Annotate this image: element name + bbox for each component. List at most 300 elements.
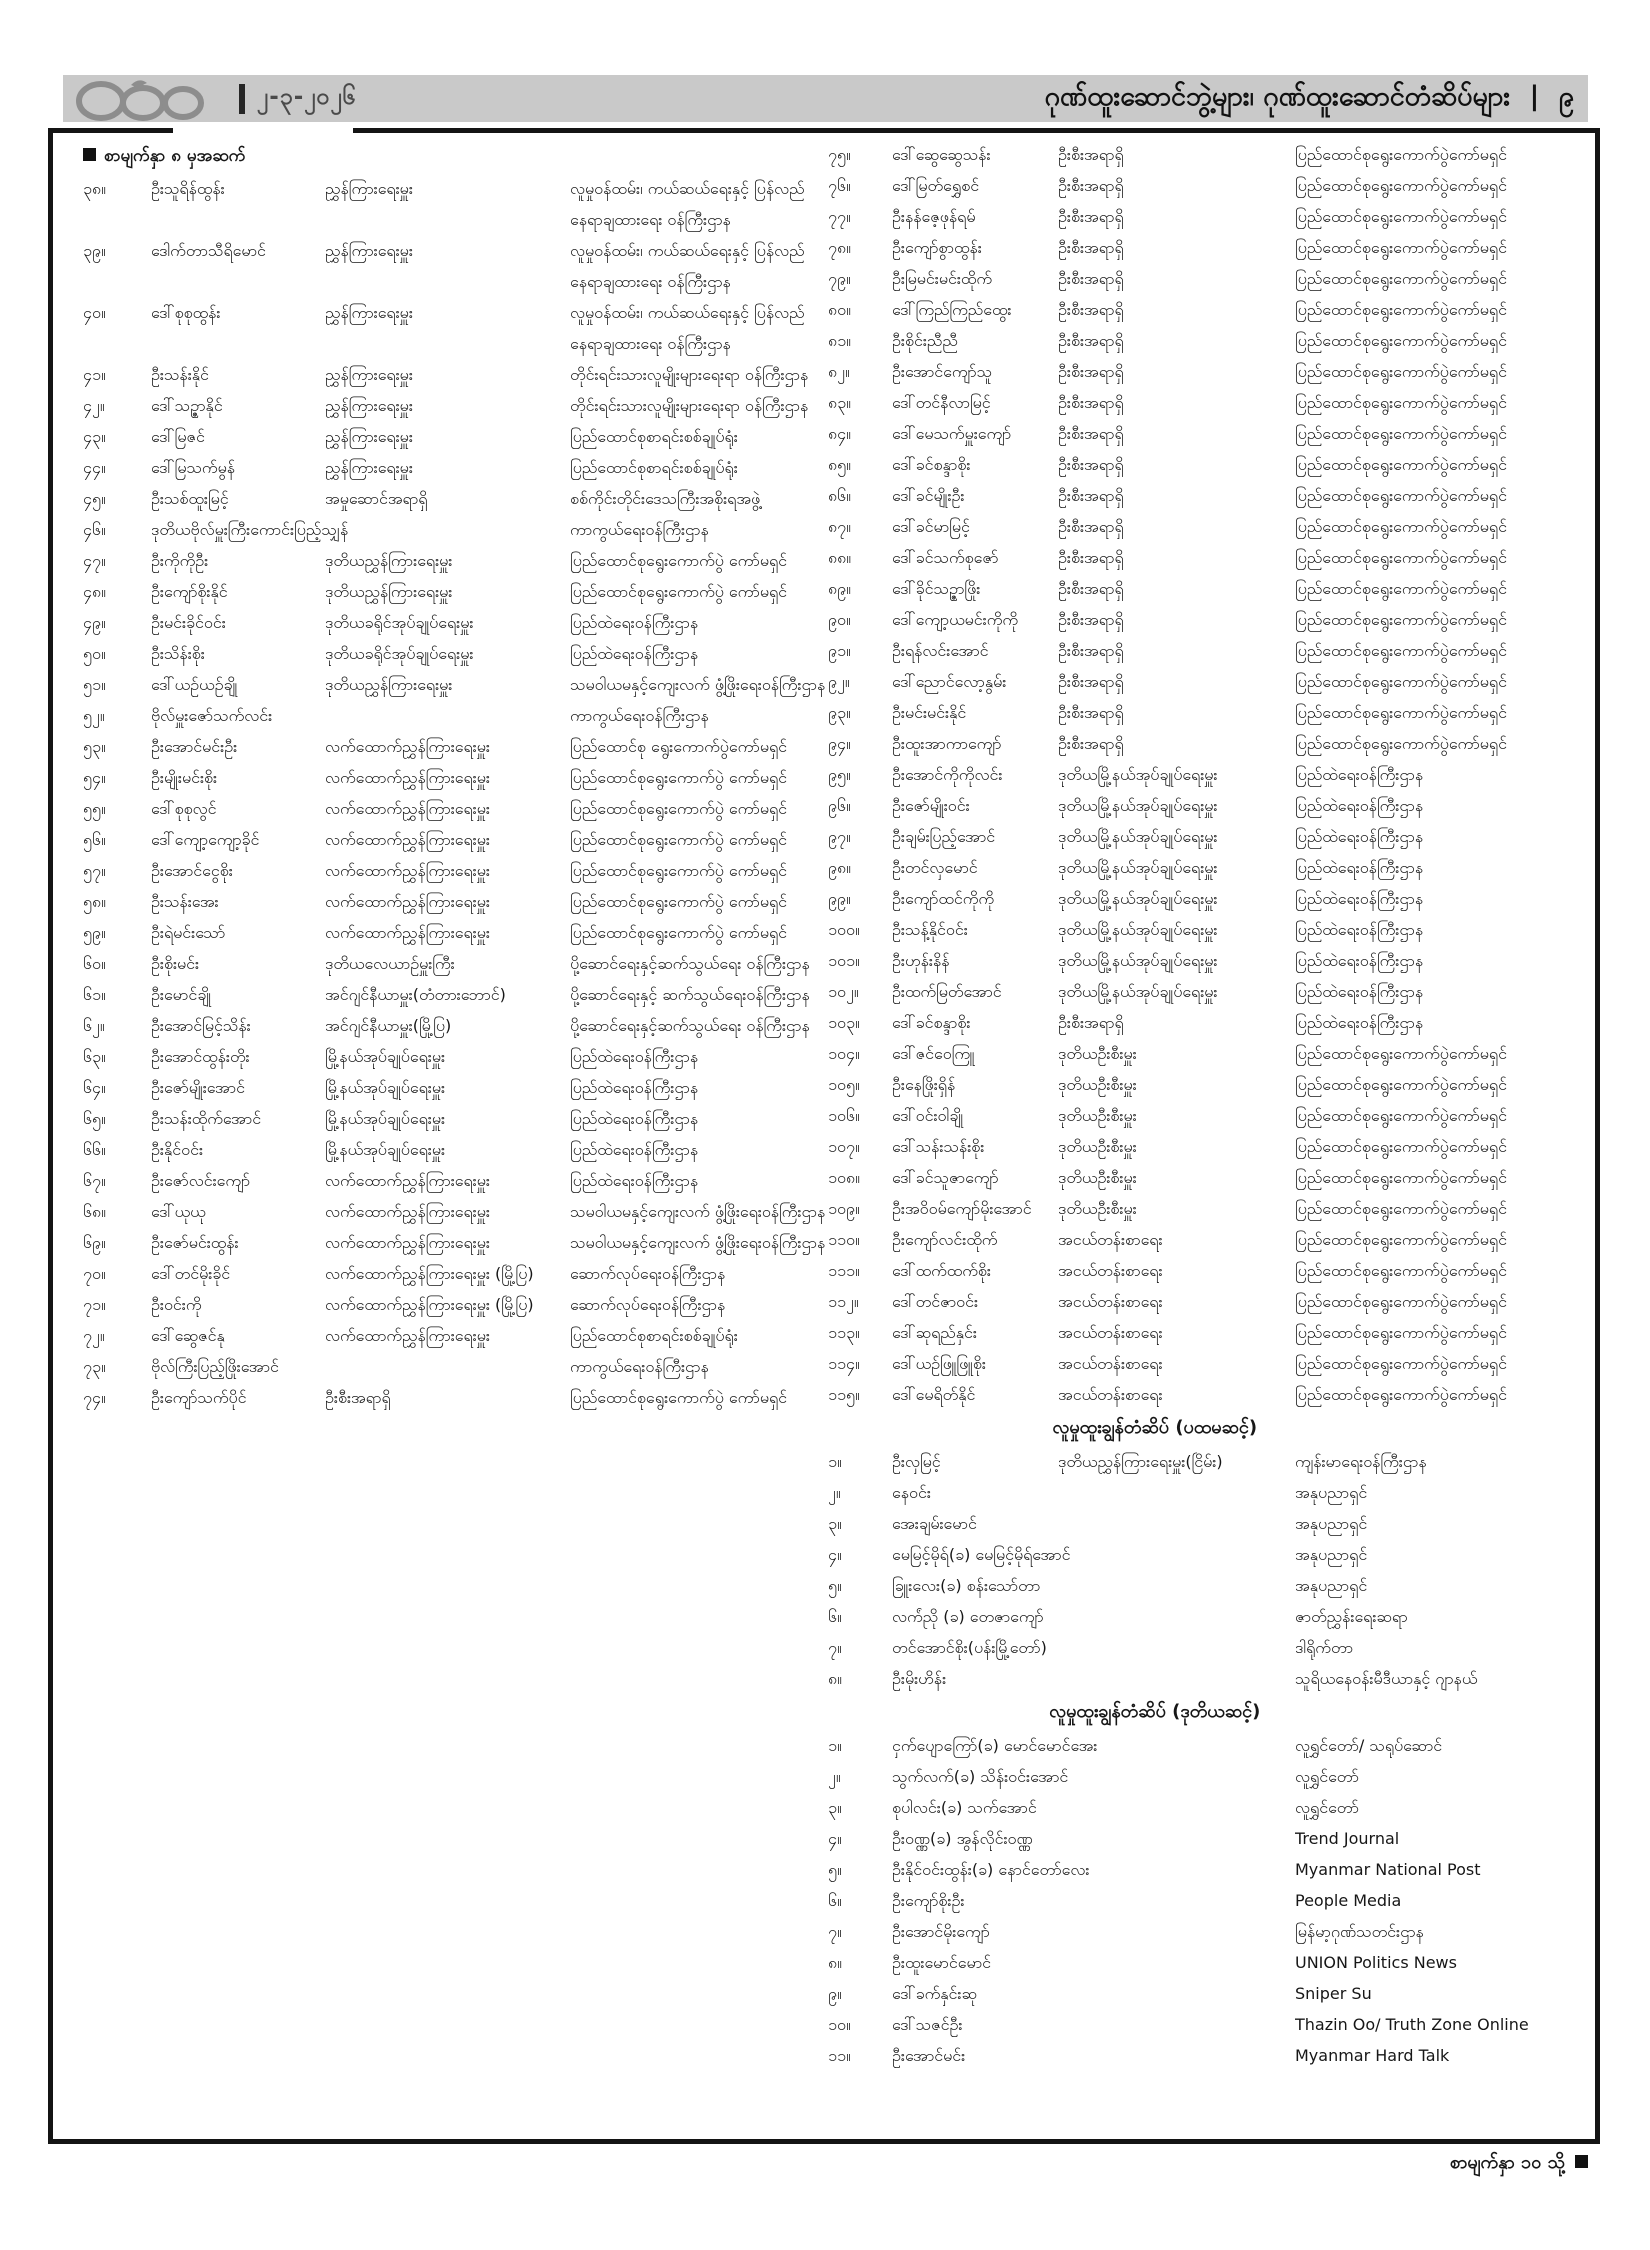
row-name: ဦးသိန်းစိုး xyxy=(151,644,205,663)
row-position: ဒုတိယမြို့နယ်အုပ်ချုပ်ရေးမှူး xyxy=(1058,796,1218,815)
row-number: ၃၉။ xyxy=(83,241,106,260)
table-row xyxy=(828,728,1588,759)
row-name: ဦးရန်လင်းအောင် xyxy=(892,641,989,660)
row-number: ၉၂။ xyxy=(828,672,850,691)
row-number: ၆။ xyxy=(828,1891,842,1910)
row-organization: လူမှုဝန်ထမ်း၊ ကယ်ဆယ်ရေးနှင့် ပြန်လည်နေရာချထားရေး ဝန်ကြီးဌာန xyxy=(570,179,805,229)
row-number: ၇၆။ xyxy=(828,176,851,195)
row-organization: ပြည်ထောင်စုရွေးကောက်ပွဲ ကော်မရှင် xyxy=(570,582,788,601)
row-number: ၁၀၁။ xyxy=(828,951,860,970)
table-row xyxy=(828,1446,1588,1477)
row-number: ၉၉။ xyxy=(828,889,851,908)
table-row xyxy=(83,1320,831,1351)
row-position xyxy=(1058,1885,1289,1916)
row-organization: ဒါရိုက်တာ xyxy=(1295,1638,1354,1657)
row-organization: ပြည်ထောင်စုစာရင်းစစ်ချုပ်ရုံး xyxy=(570,427,738,446)
row-number: ၈၆။ xyxy=(828,486,851,505)
row-number: ၁၀၈။ xyxy=(828,1168,860,1187)
row-number: ၄၉။ xyxy=(83,613,106,632)
row-name: ဒေါ်မေသက်မှူးကျော် xyxy=(892,424,1012,443)
row-organization: ပြည်ထောင်စုရွေးကောက်ပွဲကော်မရှင် xyxy=(1295,1323,1507,1342)
row-position: အငယ်တန်းစာရေး xyxy=(1058,1323,1163,1342)
row-name: ဒေါ်ခင်သက်စုဇော် xyxy=(892,548,999,567)
row-number: ၁၀၂။ xyxy=(828,982,859,1001)
row-position: ဦးစီးအရာရှိ xyxy=(1058,424,1124,443)
row-position xyxy=(1058,1477,1289,1508)
row-number: ၇။ xyxy=(828,1922,842,1941)
row-position: လက်ထောက်ညွှန်ကြားရေးမှူး xyxy=(325,1171,490,1190)
row-organization: Myanmar Hard Talk xyxy=(1295,2046,1450,2065)
page-footer xyxy=(1450,2150,1588,2177)
row-organization: Trend Journal xyxy=(1295,1829,1400,1848)
row-name: အေးချမ်းမောင် xyxy=(892,1514,977,1533)
table-row xyxy=(828,511,1588,542)
row-organization: လူမှုဝန်ထမ်း၊ ကယ်ဆယ်ရေးနှင့် ပြန်လည်နေရာချထားရေး ဝန်ကြီးဌာန xyxy=(570,241,805,291)
right-column xyxy=(828,139,1588,2071)
row-organization: Myanmar National Post xyxy=(1295,1860,1481,1879)
table-row xyxy=(83,483,831,514)
row-number: ၅။ xyxy=(828,1576,842,1595)
row-name: ဦးကိုကိုဦး xyxy=(151,551,209,570)
row-name: ဒေါ်ခင်သူဇာကျော် xyxy=(892,1168,999,1187)
table-row xyxy=(828,1632,1588,1663)
row-name: ဒုတိယဗိုလ်မှူးကြီးကောင်းပြည့်သျှန် xyxy=(151,520,349,539)
row-organization: ပြည်ထောင်စုရွေးကောက်ပွဲကော်မရှင် xyxy=(1295,734,1507,753)
row-position: ညွှန်ကြားရေးမှူး xyxy=(325,241,413,260)
table-row xyxy=(828,1601,1588,1632)
row-organization: ပြည်ထောင်စုရွေးကောက်ပွဲကော်မရှင် xyxy=(1295,579,1507,598)
row-number: ၇၄။ xyxy=(83,1388,106,1407)
row-position: အမှုဆောင်အရာရှိ xyxy=(325,489,428,508)
row-number: ၅၉။ xyxy=(83,923,106,942)
row-number: ၉၆။ xyxy=(828,796,851,815)
row-position: အငယ်တန်းစာရေး xyxy=(1058,1292,1163,1311)
row-name: စုပါလင်း(ခ) သက်အောင် xyxy=(892,1798,1037,1817)
row-name: ဒေါ်စုစုလွင် xyxy=(151,799,217,818)
row-position: ညွှန်ကြားရေးမှူး xyxy=(325,179,413,198)
row-organization: ပြည်ထဲရေးဝန်ကြီးဌာန xyxy=(570,1078,699,1097)
black-square-icon xyxy=(83,148,96,161)
row-organization: ပြည်ထဲရေးဝန်ကြီးဌာန xyxy=(1295,951,1424,970)
table-row xyxy=(828,2009,1588,2040)
row-name: ဦးကျော်စိုးနိုင် xyxy=(151,582,228,601)
row-number: ၆၁။ xyxy=(83,985,106,1004)
table-row xyxy=(828,1730,1588,1761)
row-name: ဒေါ်ခက်နှင်းဆု xyxy=(892,1984,977,2003)
row-position xyxy=(1058,1823,1289,1854)
table-row xyxy=(828,139,1588,170)
table-row xyxy=(83,235,831,297)
row-number: ၁၀၉။ xyxy=(828,1199,860,1218)
row-name: ဦးကျော်စွာထွန်း xyxy=(892,238,982,257)
table-row xyxy=(828,1038,1588,1069)
row-number: ၇၂။ xyxy=(83,1326,105,1345)
row-position xyxy=(1058,1916,1289,1947)
row-position: ဒုတိယဦးစီးမှူး xyxy=(1058,1075,1137,1094)
row-name: ဦးအောင်မင်းဦး xyxy=(151,737,238,756)
row-organization: Sniper Su xyxy=(1295,1984,1372,2003)
row-position: ဦးစီးအရာရှိ xyxy=(1058,579,1124,598)
row-number: ၁၁၂။ xyxy=(828,1292,859,1311)
row-organization: ပြည်ထဲရေးဝန်ကြီးဌာန xyxy=(570,1109,699,1128)
row-number: ၆၅။ xyxy=(83,1109,106,1128)
row-position xyxy=(1058,1601,1289,1632)
row-organization: ပြည်ထဲရေးဝန်ကြီးဌာန xyxy=(570,1140,699,1159)
row-number: ၇၅။ xyxy=(828,145,851,164)
table-row xyxy=(83,421,831,452)
row-organization: စစ်ကိုင်းတိုင်းဒေသကြီးအစိုးရအဖွဲ့ xyxy=(570,489,761,508)
row-organization: ပြည်ထောင်စုစာရင်းစစ်ချုပ်ရုံး xyxy=(570,458,738,477)
table-row xyxy=(828,2040,1588,2071)
row-position: ဦးစီးအရာရှိ xyxy=(325,1388,391,1407)
border-gap xyxy=(173,128,353,133)
row-position: လက်ထောက်ညွှန်ကြားရေးမှူး xyxy=(325,892,490,911)
row-number: ၂။ xyxy=(828,1483,841,1502)
row-organization: ပြည်ထဲရေးဝန်ကြီးဌာန xyxy=(570,644,699,663)
row-number: ၅၄။ xyxy=(83,768,106,787)
table-row xyxy=(828,232,1588,263)
row-position: ဒုတိယခရိုင်အုပ်ချုပ်ရေးမှူး xyxy=(325,644,474,663)
row-name: လက်ံညို (ခ) တေဇာကျော် xyxy=(892,1607,1044,1626)
table-row xyxy=(828,356,1588,387)
table-row xyxy=(83,1196,831,1227)
row-organization: ပြည်ထောင်စုရွေးကောက်ပွဲကော်မရှင် xyxy=(1295,1385,1507,1404)
row-position: ဒုတိယညွှန်ကြားရေးမှူး xyxy=(325,675,453,694)
row-organization: ပြည်ထောင်စုရွေးကောက်ပွဲကော်မရှင် xyxy=(1295,455,1507,474)
table-row xyxy=(83,979,831,1010)
table-row xyxy=(828,1131,1588,1162)
row-organization: ပြည်ထောင်စုရွေးကောက်ပွဲကော်မရှင် xyxy=(1295,1137,1507,1156)
row-name: ဒေါ်ခင်စန္ဒာစိုး xyxy=(892,455,971,474)
row-organization: ပြည်ထောင်စုရွေးကောက်ပွဲကော်မရှင် xyxy=(1295,362,1507,381)
row-number: ၈၀။ xyxy=(828,300,851,319)
row-position: ဦးစီးအရာရှိ xyxy=(1058,362,1124,381)
row-organization: လူမှုဝန်ထမ်း၊ ကယ်ဆယ်ရေးနှင့် ပြန်လည်နေရာချထားရေး ဝန်ကြီးဌာန xyxy=(570,303,805,353)
row-position xyxy=(1058,1539,1289,1570)
row-organization: အနုပညာရှင် xyxy=(1295,1483,1368,1502)
row-name: ဦးဇော်မျိုးဝင်း xyxy=(892,796,970,815)
row-number: ၄၃။ xyxy=(83,427,106,446)
row-name: ဒေါ်ဝင်းဝါချို xyxy=(892,1106,964,1125)
row-name: ဒေါ်ဆွေဇင်နု xyxy=(151,1326,225,1345)
row-position: မြို့နယ်အုပ်ချုပ်ရေးမှူး xyxy=(325,1109,446,1128)
table-row xyxy=(83,762,831,793)
row-number: ၆။ xyxy=(828,1607,842,1626)
row-name: ခြူးလေး(ခ) စန်းသော်တာ xyxy=(892,1576,1041,1595)
table-row xyxy=(83,886,831,917)
row-organization: ပြည်ထဲရေးဝန်ကြီးဌာန xyxy=(1295,920,1424,939)
row-position: ဒုတိယဦးစီးမှူး xyxy=(1058,1137,1137,1156)
table-row xyxy=(83,173,831,235)
page-title: ဂုဏ်ထူးဆောင်ဘွဲ့များ၊ ဂုဏ်ထူးဆောင်တံဆိပ်များ xyxy=(1044,80,1511,112)
row-number: ၅၁။ xyxy=(83,675,106,694)
row-name: ဒေါ်ခင်မျိုးဦး xyxy=(892,486,965,505)
table-row xyxy=(828,1823,1588,1854)
table-row xyxy=(828,666,1588,697)
row-organization: တိုင်းရင်းသားလူမျိုးများရေးရာ ဝန်ကြီးဌာန xyxy=(570,396,809,415)
row-position: အင်ဂျင်နီယာမှူး(မြို့ပြ) xyxy=(325,1016,452,1035)
row-organization: ပို့ဆောင်ရေးနှင့် ဆက်သွယ်ရေးဝန်ကြီးဌာန xyxy=(570,985,810,1004)
row-number: ၅၈။ xyxy=(83,892,106,911)
row-number: ၁၁၄။ xyxy=(828,1354,860,1373)
row-number: ၃။ xyxy=(828,1514,842,1533)
row-position xyxy=(325,1351,564,1382)
table-row xyxy=(828,418,1588,449)
table-row xyxy=(828,852,1588,883)
row-number: ၄၇။ xyxy=(83,551,106,570)
table-row xyxy=(828,790,1588,821)
row-organization: ပြည်ထောင်စုရွေးကောက်ပွဲကော်မရှင် xyxy=(1295,1106,1507,1125)
row-name: ဒေါ်မြတ်ရွှေစင် xyxy=(892,176,980,195)
row-organization: ပြည်ထောင်စုရွေးကောက်ပွဲ ကော်မရှင် xyxy=(570,830,788,849)
table-row xyxy=(828,1761,1588,1792)
row-position: လက်ထောက်ညွှန်ကြားရေးမှူး xyxy=(325,737,490,756)
row-organization: ပြည်ထောင်စုရွေးကောက်ပွဲကော်မရှင် xyxy=(1295,238,1507,257)
row-number: ၂။ xyxy=(828,1767,841,1786)
row-name: ဦးသန့်နိုင်ဝင်း xyxy=(892,920,968,939)
row-name: ဒေါ်ဆုရည်နှင်း xyxy=(892,1323,977,1342)
row-number: ၆၀။ xyxy=(83,954,106,973)
section-second-grade xyxy=(828,1694,1588,2071)
row-name: ဦးဝင်းကို xyxy=(151,1295,202,1314)
row-organization: ပြည်ထောင်စုရွေးကောက်ပွဲကော်မရှင် xyxy=(1295,1044,1507,1063)
row-number: ၅၂။ xyxy=(83,706,105,725)
table-row xyxy=(83,731,831,762)
row-organization: လူရွှင်တော် xyxy=(1295,1798,1359,1817)
table-row xyxy=(83,390,831,421)
row-number: ၇၉။ xyxy=(828,269,851,288)
row-number: ၉၇။ xyxy=(828,827,851,846)
row-position xyxy=(1058,1663,1289,1694)
row-name: ဦးဇော်မင်းထွန်း xyxy=(151,1233,239,1252)
row-position: ဦးစီးအရာရှိ xyxy=(1058,207,1124,226)
row-position: ဦးစီးအရာရှိ xyxy=(1058,145,1124,164)
row-name: ဒေါ်ယဉ်ဖြူဖြူစိုး xyxy=(892,1354,986,1373)
row-position xyxy=(1058,1570,1289,1601)
row-organization: ပြည်ထောင်စုရွေးကောက်ပွဲကော်မရှင် xyxy=(1295,424,1507,443)
row-name: သွက်လက်(ခ) သိန်းဝင်းအောင် xyxy=(892,1767,1069,1786)
row-position: ဦးစီးအရာရှိ xyxy=(1058,548,1124,567)
masthead xyxy=(63,75,1588,122)
page-number: ၉ xyxy=(1558,80,1574,112)
row-name: ဦးအောင်ထွန်းတိုး xyxy=(151,1047,250,1066)
row-number: ၃။ xyxy=(828,1798,842,1817)
section-rows-list xyxy=(828,1730,1588,2071)
table-row xyxy=(83,514,831,545)
row-position: ဦးစီးအရာရှိ xyxy=(1058,176,1124,195)
table-row xyxy=(83,793,831,824)
row-name: ဦးထူးမောင်မောင် xyxy=(892,1953,992,1972)
row-organization: ပြည်ထောင်စုရွေးကောက်ပွဲကော်မရှင် xyxy=(1295,1168,1507,1187)
row-position: ဦးစီးအရာရှိ xyxy=(1058,455,1124,474)
row-organization: ပြည်ထောင်စုရွေးကောက်ပွဲကော်မရှင် xyxy=(1295,300,1507,319)
row-name: ဒေါ်မြသက်မွန် xyxy=(151,458,235,477)
row-name: ဒေါ်ဇင်ဝေကြူ xyxy=(892,1044,975,1063)
row-organization: ပြည်ထဲရေးဝန်ကြီးဌာန xyxy=(1295,858,1424,877)
row-position xyxy=(1058,1854,1289,1885)
row-position: ညွှန်ကြားရေးမှူး xyxy=(325,365,413,384)
row-number: ၄၂။ xyxy=(83,396,105,415)
table-row xyxy=(828,480,1588,511)
row-number: ၁၁၃။ xyxy=(828,1323,860,1342)
row-organization: ကာကွယ်ရေးဝန်ကြီးဌာန xyxy=(570,706,709,725)
content-box xyxy=(48,128,1600,2144)
row-organization: ပြည်ထဲရေးဝန်ကြီးဌာန xyxy=(1295,982,1424,1001)
row-number: ၅၅။ xyxy=(83,799,106,818)
row-name: ဦးဇော်မျိုးအောင် xyxy=(151,1078,245,1097)
row-position xyxy=(1058,1730,1289,1761)
row-organization: ဇာတ်ညွှန်းရေးဆရာ xyxy=(1295,1607,1408,1626)
row-name: ဦးမောင်ချို xyxy=(151,985,212,1004)
row-number: ၆၂။ xyxy=(83,1016,105,1035)
row-position: ညွှန်ကြားရေးမှူး xyxy=(325,458,413,477)
table-row xyxy=(828,821,1588,852)
row-name: ဦးထူးအာကာကျော် xyxy=(892,734,1002,753)
row-name: ဒေါ်ကြည်ကြည်ထွေး xyxy=(892,300,1012,319)
row-number: ၈၈။ xyxy=(828,548,852,567)
table-row xyxy=(828,1854,1588,1885)
row-number: ၆၈။ xyxy=(83,1202,106,1221)
row-position: အငယ်တန်းစာရေး xyxy=(1058,1385,1163,1404)
row-number: ၈၃။ xyxy=(828,393,851,412)
row-number: ၆၉။ xyxy=(83,1233,106,1252)
row-position: လက်ထောက်ညွှန်ကြားရေးမှူး xyxy=(325,768,490,787)
row-name: ဦးလှမြင့် xyxy=(892,1452,941,1471)
section-rows-list xyxy=(828,1446,1588,1694)
table-row xyxy=(83,948,831,979)
row-name: ဒေါ်မေရိတ်နိုင် xyxy=(892,1385,976,1404)
row-number: ၃၈။ xyxy=(83,179,106,198)
row-organization: ပြည်ထောင်စုရွေးကောက်ပွဲကော်မရှင် xyxy=(1295,1230,1507,1249)
table-row xyxy=(83,359,831,390)
row-name: ဦးကျော်သက်ပိုင် xyxy=(151,1388,247,1407)
title-separator: | xyxy=(1529,80,1540,112)
table-row xyxy=(828,170,1588,201)
row-position: ဦးစီးအရာရှိ xyxy=(1058,610,1124,629)
row-position: ဦးစီးအရာရှိ xyxy=(1058,486,1124,505)
table-row xyxy=(83,1134,831,1165)
row-name: ဦးကျော်လင်းထိုက် xyxy=(892,1230,998,1249)
row-position: ဒုတိယမြို့နယ်အုပ်ချုပ်ရေးမှူး xyxy=(1058,765,1218,784)
table-row xyxy=(828,294,1588,325)
table-row xyxy=(83,1103,831,1134)
row-organization: ပို့ဆောင်ရေးနှင့်ဆက်သွယ်ရေး ဝန်ကြီးဌာန xyxy=(570,954,810,973)
row-number: ၉၁။ xyxy=(828,641,851,660)
row-organization: ပြည်ထောင်စုရွေးကောက်ပွဲကော်မရှင် xyxy=(1295,207,1507,226)
row-position xyxy=(325,700,564,731)
section-title: လူမှုထူးချွန်တံဆိပ် (ဒုတိယဆင့်) xyxy=(1049,1701,1261,1722)
row-position: ဒုတိယဦးစီးမှူး xyxy=(1058,1044,1137,1063)
row-number: ၈၁။ xyxy=(828,331,851,350)
row-name: ဦးအောင်ကိုကိုလင်း xyxy=(892,765,1003,784)
row-number: ၄၁။ xyxy=(83,365,106,384)
row-position: ဒုတိယမြို့နယ်အုပ်ချုပ်ရေးမှူး xyxy=(1058,982,1218,1001)
row-number: ၁၁၁။ xyxy=(828,1261,860,1280)
section-title: လူမှုထူးချွန်တံဆိပ် (ပထမဆင့်) xyxy=(1052,1417,1258,1438)
row-position xyxy=(1058,1792,1289,1823)
row-organization: ပြည်ထောင်စုရွေးကောက်ပွဲကော်မရှင် xyxy=(1295,1261,1507,1280)
row-position xyxy=(1058,1761,1289,1792)
row-position xyxy=(1058,1508,1289,1539)
table-row xyxy=(828,1379,1588,1410)
table-row xyxy=(828,1947,1588,1978)
row-name: ဦးနန်ဇေ့ဖုန်ရမ် xyxy=(892,207,976,226)
row-number: ၄၅။ xyxy=(83,489,106,508)
row-number: ၄၀။ xyxy=(83,303,106,322)
row-number: ၁၀။ xyxy=(828,2015,851,2034)
table-row xyxy=(828,1162,1588,1193)
row-name: ဒေါ်ခင်စန္ဒာစိုး xyxy=(892,1013,971,1032)
row-organization: ပြည်ထောင်စုရွေးကောက်ပွဲကော်မရှင် xyxy=(1295,1354,1507,1373)
row-position: လက်ထောက်ညွှန်ကြားရေးမှူး xyxy=(325,1233,490,1252)
footer-text: စာမျက်နှာ ၁၀ သို့ xyxy=(1449,2152,1565,2173)
row-position: ဒုတိယမြို့နယ်အုပ်ချုပ်ရေးမှူး xyxy=(1058,827,1218,846)
row-position: အငယ်တန်းစာရေး xyxy=(1058,1230,1163,1249)
row-organization: အနုပညာရှင် xyxy=(1295,1545,1368,1564)
row-position: အင်ဂျင်နီယာမှူး(တံတားဘောင်) xyxy=(325,985,506,1004)
row-organization: ပြည်ထောင်စုရွေးကောက်ပွဲကော်မရှင် xyxy=(1295,145,1507,164)
row-position: မြို့နယ်အုပ်ချုပ်ရေးမှူး xyxy=(325,1140,446,1159)
row-position: ဒုတိယခရိုင်အုပ်ချုပ်ရေးမှူး xyxy=(325,613,474,632)
row-name: ဒေါ်ကျော့ယမင်းကိုကို xyxy=(892,610,1018,629)
row-position: လက်ထောက်ညွှန်ကြားရေးမှူး (မြို့ပြ) xyxy=(325,1295,534,1314)
row-position: လက်ထောက်ညွှန်ကြားရေးမှူး xyxy=(325,1202,490,1221)
row-organization: ပြည်ထဲရေးဝန်ကြီးဌာန xyxy=(1295,765,1424,784)
row-name: ဦးမျိုးမင်းစိုး xyxy=(151,768,218,787)
table-row xyxy=(828,1539,1588,1570)
row-number: ၁။ xyxy=(828,1452,842,1471)
row-name: ဒေါ်သဉ္ဇာနိုင် xyxy=(151,396,223,415)
row-number: ၈။ xyxy=(828,1953,842,1972)
row-position xyxy=(1058,1632,1289,1663)
row-name: ဦးကျော်ထင်ကိုကို xyxy=(892,889,995,908)
table-row xyxy=(83,855,831,886)
row-position: ဦးစီးအရာရှိ xyxy=(1058,238,1124,257)
row-position: ဒုတိယမြို့နယ်အုပ်ချုပ်ရေးမှူး xyxy=(1058,920,1218,939)
row-number: ၄။ xyxy=(828,1545,842,1564)
table-row xyxy=(828,1477,1588,1508)
left-column xyxy=(83,139,831,1413)
row-number: ၄၄။ xyxy=(83,458,106,477)
table-row xyxy=(83,917,831,948)
row-organization: ပြည်ထောင်စုရွေးကောက်ပွဲကော်မရှင် xyxy=(1295,517,1507,536)
row-name: ဒေါ်ခိုင်သဉ္ဇာဖြိုး xyxy=(892,579,981,598)
row-organization: Thazin Oo/ Truth Zone Online xyxy=(1295,2015,1529,2034)
table-row xyxy=(828,635,1588,666)
row-organization: ပြည်ထောင်စု ရွေးကောက်ပွဲကော်မရှင် xyxy=(570,737,788,756)
row-position: လက်ထောက်ညွှန်ကြားရေးမှူး (မြို့ပြ) xyxy=(325,1264,534,1283)
table-row xyxy=(83,576,831,607)
row-number: ၈၉။ xyxy=(828,579,851,598)
row-organization: ပြည်ထောင်စုရွေးကောက်ပွဲကော်မရှင် xyxy=(1295,1292,1507,1311)
row-position: ဒုတိယဦးစီးမှူး xyxy=(1058,1168,1137,1187)
row-name: ဦးစိုင်းညီညီ xyxy=(892,331,958,350)
row-number: ၉၀။ xyxy=(828,610,851,629)
row-name: ဒေါ်သန်းသန်းစိုး xyxy=(892,1137,985,1156)
row-number: ၆၃။ xyxy=(83,1047,106,1066)
table-row xyxy=(828,1348,1588,1379)
row-position: ဦးစီးအရာရှိ xyxy=(1058,1013,1124,1032)
row-number: ၅၇။ xyxy=(83,861,106,880)
row-number: ၅။ xyxy=(828,1860,842,1879)
row-name: ဒေါ်ဆွေဆွေသန်း xyxy=(892,145,991,164)
row-organization: ပြည်ထောင်စုစာရင်းစစ်ချုပ်ရုံး xyxy=(570,1326,738,1345)
row-number: ၁၀၆။ xyxy=(828,1106,860,1125)
table-row xyxy=(828,945,1588,976)
row-organization: People Media xyxy=(1295,1891,1402,1910)
row-number: ၇၈။ xyxy=(828,238,851,257)
row-name: ဦးသစ်ထူးမြင့် xyxy=(151,489,229,508)
